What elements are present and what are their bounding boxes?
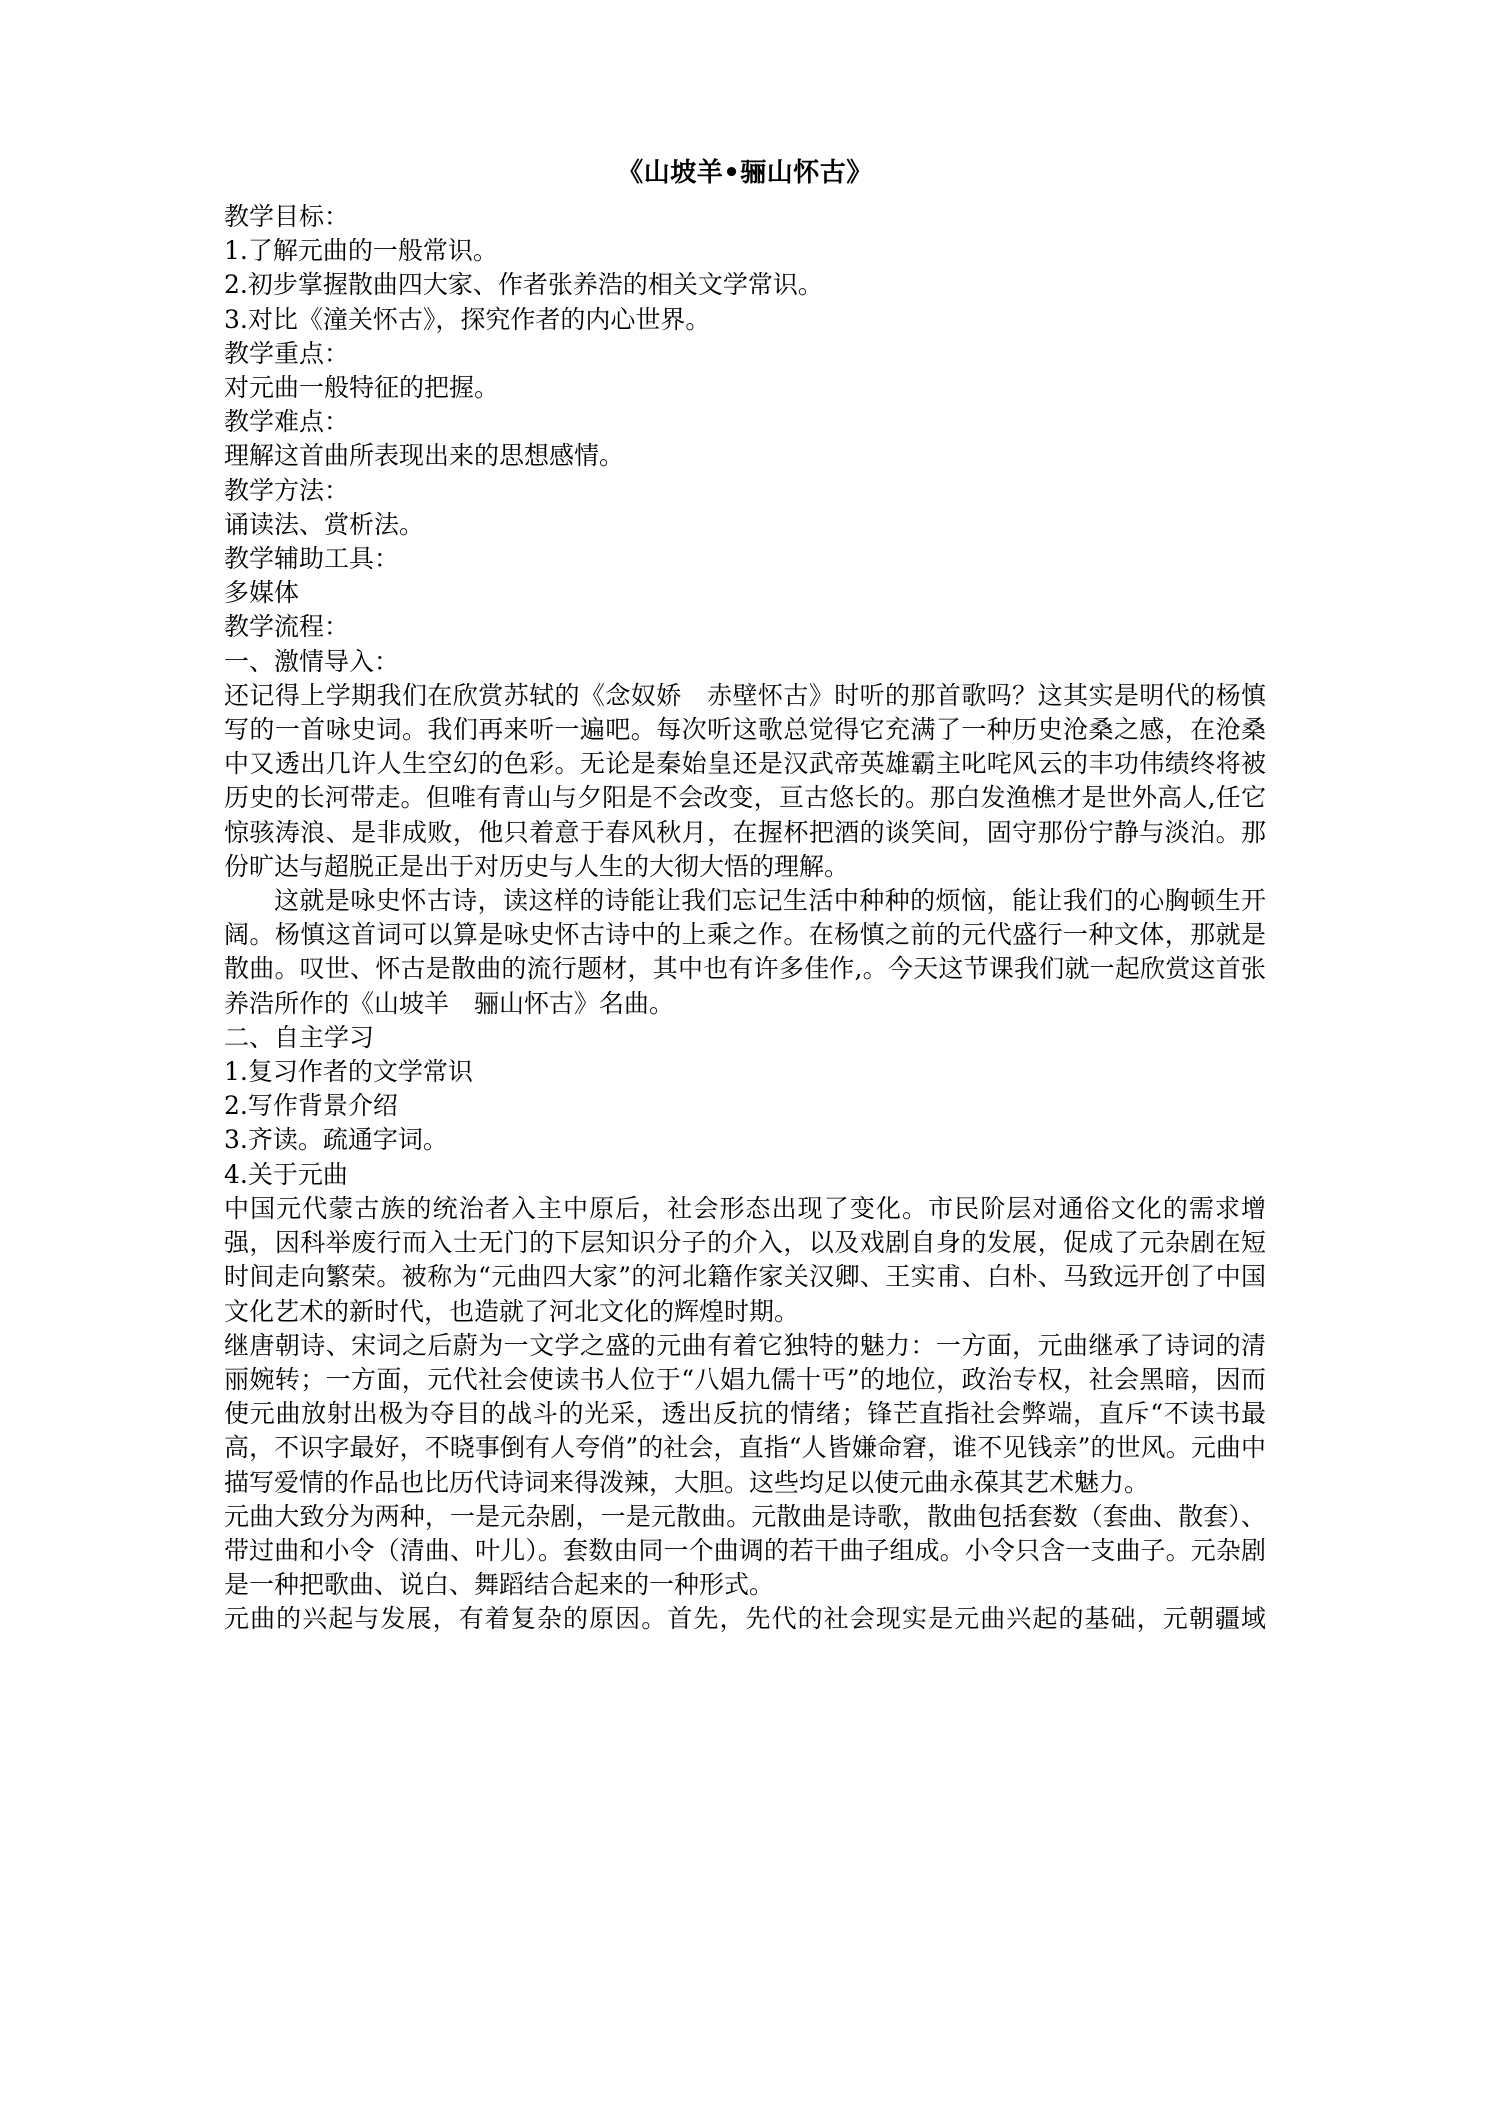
body-paragraph: 继唐朝诗、宋词之后蔚为一文学之盛的元曲有着它独特的魅力：一方面，元曲继承了诗词的清丽婉转；一方面，元代社会使读书人位于“八娼九儒十丐”的地位，政治专权，社会黑暗，因而使元曲放射出极为夺目的战斗的光采，透出反抗的情绪；锋芒直指社会弊端，直斥“不读书最高，不识字最好，不晓事倒有人夸俏”的社会，直指“人皆嫌命窘，谁不见钱亲”的世风。元曲中描写爱情的作品也比历代诗词来得泼辣，大胆。这些均足以使元曲永葆其艺术魅力。 [224, 1330, 1266, 1497]
text-line: 2.写作背景介绍 [224, 1091, 398, 1121]
text-line: 1.复习作者的文学常识 [224, 1057, 473, 1087]
document-body [224, 152, 1266, 1637]
text-line: 教学方法： [224, 475, 350, 505]
text-line: 教学辅助工具： [224, 544, 400, 574]
text-line: 3.对比《潼关怀古》，探究作者的内心世界。 [224, 304, 711, 334]
text-line: 3.齐读。疏通字词。 [224, 1125, 448, 1155]
body-paragraph: 元曲的兴起与发展，有着复杂的原因。首先，先代的社会现实是元曲兴起的基础，元朝疆域 [224, 1604, 1266, 1634]
text-line: 教学难点： [224, 407, 350, 437]
text-line: 一、激情导入： [224, 646, 400, 676]
text-line: 教学流程： [224, 612, 350, 642]
text-line: 对元曲一般特征的把握。 [224, 373, 500, 403]
text-line: 理解这首曲所表现出来的思想感情。 [224, 441, 625, 471]
body-paragraph: 中国元代蒙古族的统治者入主中原后，社会形态出现了变化。市民阶层对通俗文化的需求增强，因科举废行而入士无门的下层知识分子的介入，以及戏剧自身的发展，促成了元杂剧在短时间走向繁荣。被称为“元曲四大家”的河北籍作家关汉卿、王实甫、白朴、马致远开创了中国文化艺术的新时代，也造就了河北文化的辉煌时期。 [224, 1193, 1266, 1326]
text-line: 1.了解元曲的一般常识。 [224, 236, 498, 266]
text-line: 教学目标： [224, 202, 350, 231]
text-line: 多媒体 [224, 578, 300, 608]
text-line: 2.初步掌握散曲四大家、作者张养浩的相关文学常识。 [224, 270, 823, 300]
body-paragraph: 还记得上学期我们在欣赏苏轼的《念奴娇 赤壁怀古》时听的那首歌吗？这其实是明代的杨慎写的一首咏史词。我们再来听一遍吧。每次听这歌总觉得它充满了一种历史沧桑之感，在沧桑中又透出几许人生空幻的色彩。无论是秦始皇还是汉武帝英雄霸主叱咤风云的丰功伟绩终将被历史的长河带走。但唯有青山与夕阳是不会改变，亘古悠长的。那白发渔樵才是世外高人,任它惊骇涛浪、是非成败，他只着意于春风秋月，在握杯把酒的谈笑间，固守那份宁静与淡泊。那份旷达与超脱正是出于对历史与人生的大彻大悟的理解。 [224, 680, 1266, 881]
text-line: 诵读法、赏析法。 [224, 509, 425, 539]
text-line: 二、自主学习 [224, 1022, 375, 1052]
text-line: 4.关于元曲 [224, 1159, 348, 1189]
page-title: 《山坡羊•骊山怀古》 [617, 158, 873, 188]
body-paragraph: 这就是咏史怀古诗，读这样的诗能让我们忘记生活中种种的烦恼，能让我们的心胸顿生开阔。杨慎这首词可以算是咏史怀古诗中的上乘之作。在杨慎之前的元代盛行一种文体，那就是散曲。叹世、怀古是散曲的流行题材，其中也有许多佳作,。今天这节课我们就一起欣赏这首张养浩所作的《山坡羊 骊山怀古》名曲。 [224, 886, 1266, 1018]
text-line: 教学重点： [224, 338, 350, 368]
body-paragraph: 元曲大致分为两种，一是元杂剧，一是元散曲。元散曲是诗歌，散曲包括套数（套曲、散套）、带过曲和小令（清曲、叶儿）。套数由同一个曲调的若干曲子组成。小令只含一支曲子。元杂剧是一种把歌曲、说白、舞蹈结合起来的一种形式。 [224, 1501, 1266, 1600]
